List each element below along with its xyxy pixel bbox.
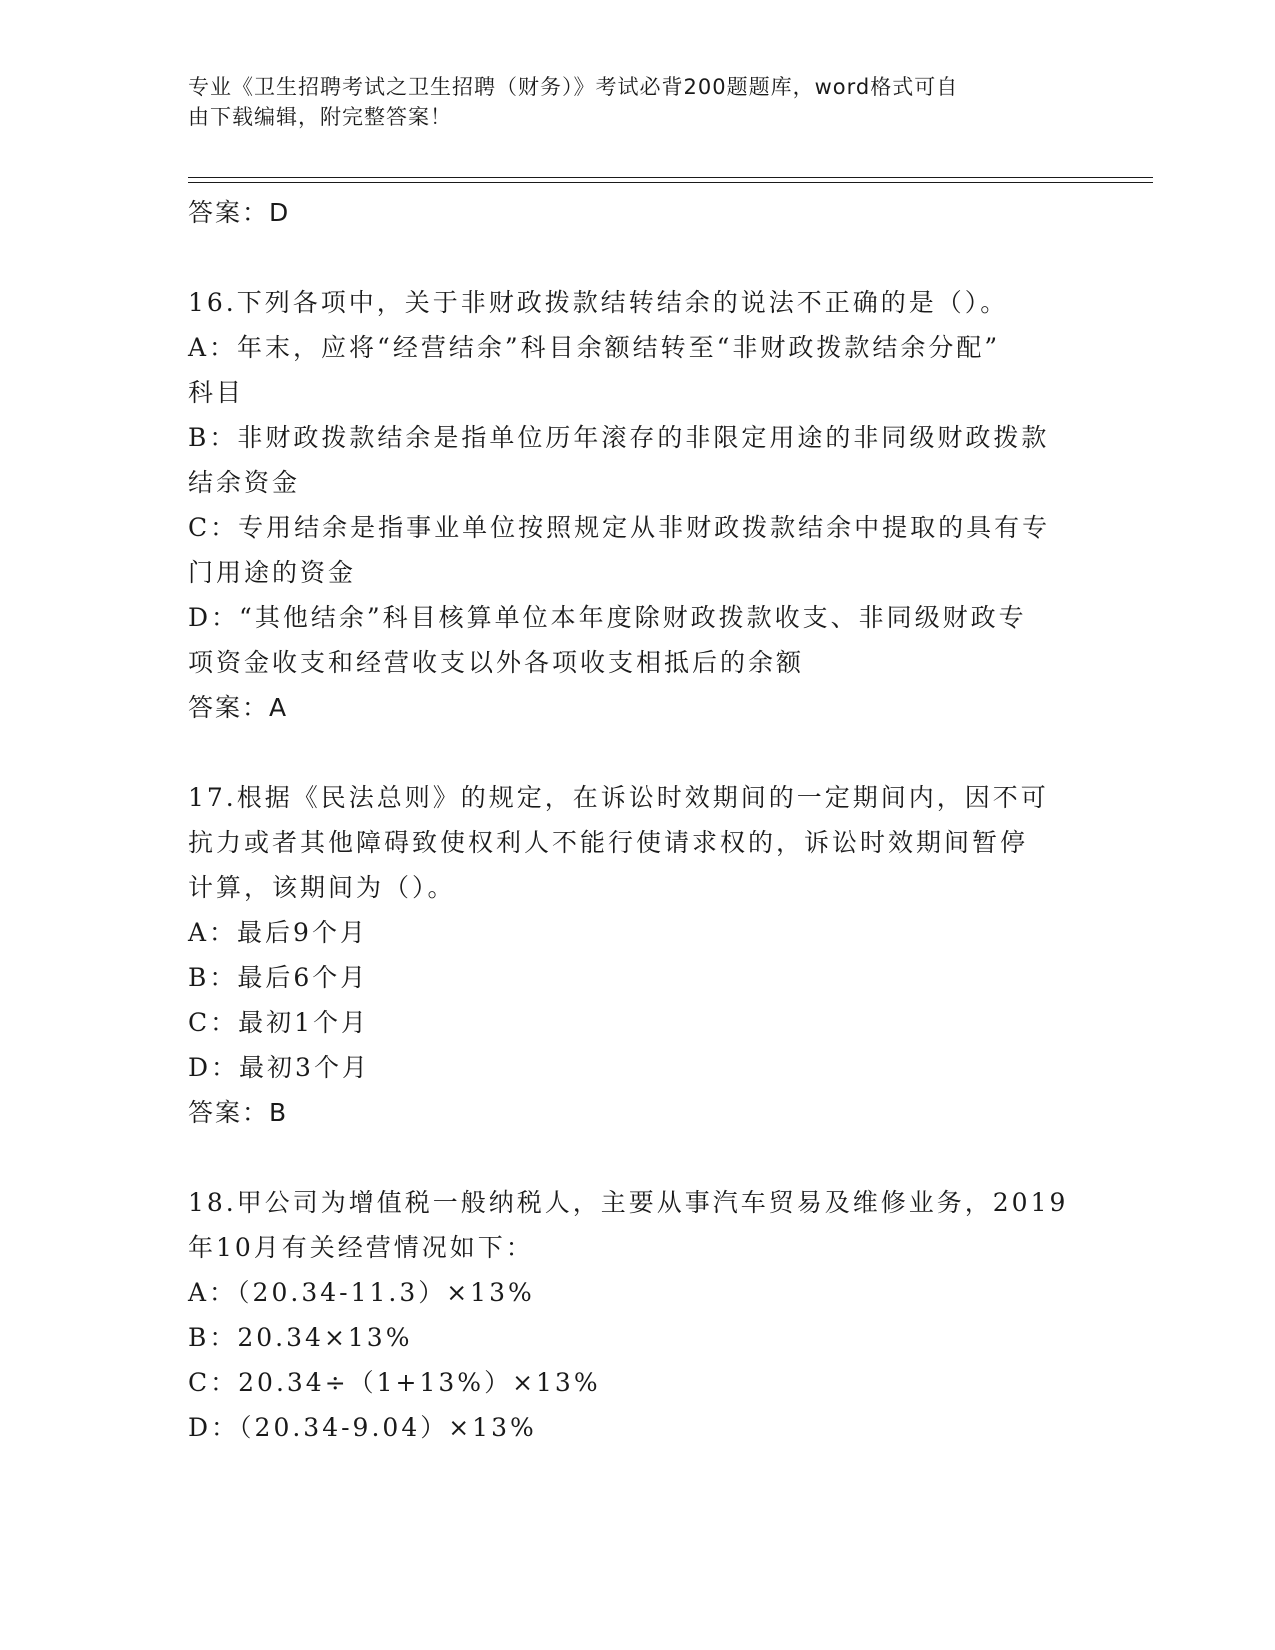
header-divider-top [188, 177, 1153, 178]
option-b: B：非财政拨款结余是指单位历年滚存的非限定用途的非同级财政拨款 [188, 423, 1050, 452]
question-stem: 17.根据《民法总则》的规定，在诉讼时效期间的一定期间内，因不可 [188, 783, 1049, 812]
question-stem: 18.甲公司为增值税一般纳税人，主要从事汽车贸易及维修业务，2019 [188, 1188, 1069, 1217]
spacer [188, 730, 1078, 775]
question-18 [188, 1180, 1078, 1450]
document-header [188, 72, 1068, 132]
option-c-cont: 门用途的资金 [188, 558, 357, 587]
option-b: B：20.34×13% [188, 1323, 413, 1352]
header-line-2: 由下载编辑，附完整答案！ [188, 105, 452, 129]
option-a-cont: 科目 [188, 378, 245, 407]
option-a: A：最后9个月 [188, 918, 368, 947]
question-stem-cont: 计算，该期间为（）。 [188, 873, 456, 902]
option-d: D：“其他结余”科目核算单位本年度除财政拨款收支、非同级财政专 [188, 603, 1027, 632]
option-d: D：（20.34-9.04）×13% [188, 1413, 537, 1442]
question-stem-cont: 年10月有关经营情况如下： [188, 1233, 534, 1262]
header-line-1: 专业《卫生招聘考试之卫生招聘（财务）》考试必背200题题库，word格式可自 [188, 75, 959, 99]
answer-17: 答案：B [188, 1098, 289, 1127]
option-c: C：最初1个月 [188, 1008, 370, 1037]
question-16 [188, 280, 1078, 730]
header-divider-bottom [188, 182, 1153, 183]
question-17 [188, 775, 1078, 1135]
spacer [188, 1135, 1078, 1180]
option-a: A：年末，应将“经营结余”科目余额结转至“非财政拨款结余分配” [188, 333, 1001, 362]
option-d: D：最初3个月 [188, 1053, 370, 1082]
option-b-cont: 结余资金 [188, 468, 301, 497]
answer-16: 答案：A [188, 693, 289, 722]
question-stem-cont: 抗力或者其他障碍致使权利人不能行使请求权的，诉讼时效期间暂停 [188, 828, 1029, 857]
question-list [188, 190, 1078, 1450]
question-stem: 16.下列各项中，关于非财政拨款结转结余的说法不正确的是（）。 [188, 288, 1009, 317]
option-d-cont: 项资金收支和经营收支以外各项收支相抵后的余额 [188, 648, 805, 677]
option-c: C：20.34÷（1+13%）×13% [188, 1368, 601, 1397]
option-a: A：（20.34-11.3）×13% [188, 1278, 535, 1307]
option-c: C：专用结余是指事业单位按照规定从非财政拨款结余中提取的具有专 [188, 513, 1051, 542]
answer-previous: 答案：D [188, 198, 291, 227]
option-b: B：最后6个月 [188, 963, 369, 992]
spacer [188, 235, 1078, 280]
